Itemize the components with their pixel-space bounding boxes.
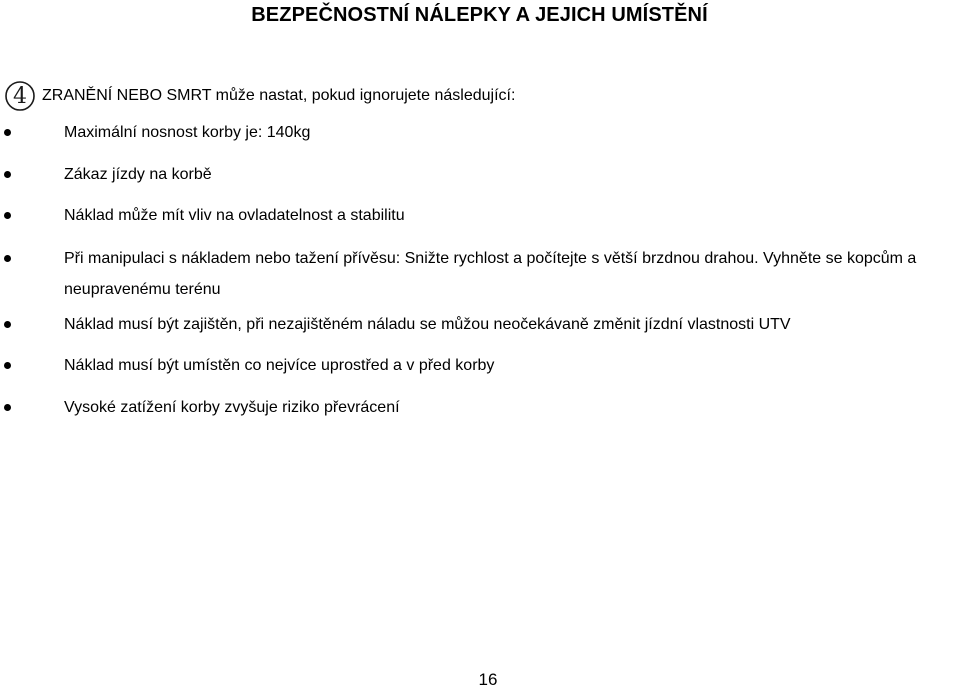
bullet-icon xyxy=(4,129,11,136)
bullet-icon xyxy=(4,321,11,328)
page-number: 16 xyxy=(478,670,498,689)
page-title: BEZPEČNOSTNÍ NÁLEPKY A JEJICH UMÍSTĚNÍ xyxy=(251,4,708,26)
bullet-icon xyxy=(4,404,11,411)
warning-text: ZRANĚNÍ NEBO SMRT může nastat, pokud ignorujete následující: xyxy=(42,87,516,104)
bullet-icon xyxy=(4,362,11,369)
list-item-text: Náklad musí být zajištěn, při nezajištěném náladu se můžou neočekávaně změnit jízdní vlastnosti UTV xyxy=(64,316,791,333)
bullet-icon xyxy=(4,212,11,219)
list-item-text: Při manipulaci s nákladem nebo tažení přívěsu: Snižte rychlost a počítejte s větší brzdnou drahou. Vyhněte se kopcům a neupravenému terénu xyxy=(64,250,917,298)
bullet-icon xyxy=(4,255,11,262)
list-item-text: Zákaz jízdy na korbě xyxy=(64,166,212,183)
list-item-text: Náklad může mít vliv na ovladatelnost a stabilitu xyxy=(64,207,405,224)
circled-number-icon xyxy=(4,80,36,112)
circled-number-text: 4 xyxy=(13,84,27,109)
list-item-text: Maximální nosnost korby je: 140kg xyxy=(64,124,311,141)
warning-line xyxy=(4,80,515,112)
bullet-icon xyxy=(4,171,11,178)
list-item-text: Náklad musí být umístěn co nejvíce uprostřed a v před korby xyxy=(64,357,495,374)
list-item-text: Vysoké zatížení korby zvyšuje riziko převrácení xyxy=(64,399,400,416)
